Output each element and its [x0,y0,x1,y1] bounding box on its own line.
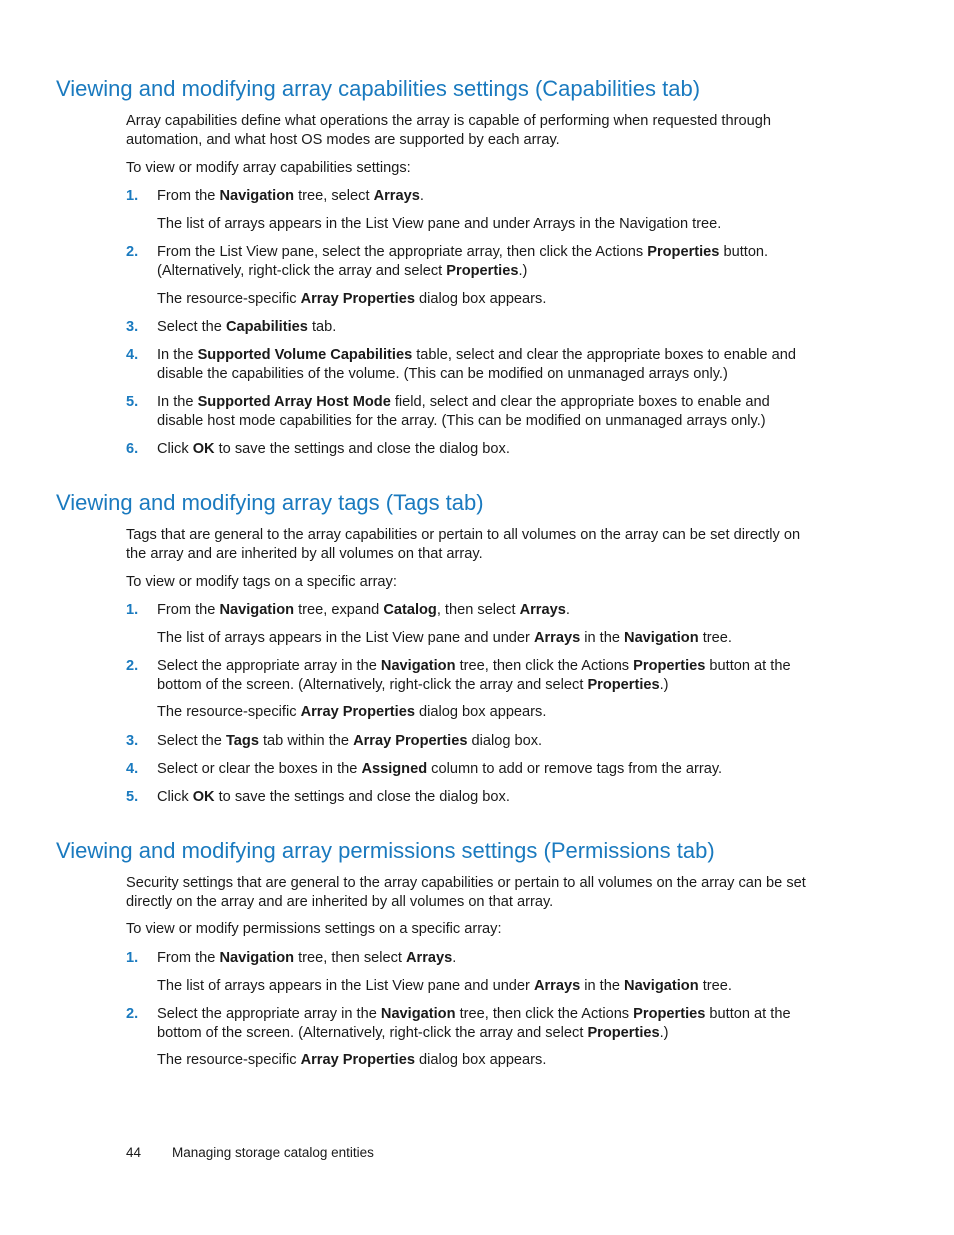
step-number: 1. [126,188,139,204]
ui-term: OK [192,441,215,457]
step-text-run: tab. [307,319,337,335]
ui-term: Array Properties [300,1052,415,1068]
step-text-run: The list of arrays appears in the List View pane and under [157,630,534,646]
step-text [157,187,817,206]
ui-term: Navigation [624,978,699,994]
step-text [157,760,817,779]
step-text [157,346,817,384]
step-text-run: The resource-specific [157,1052,301,1068]
step-text-run: table, select and clear the appropriate boxes to enable and disable the capabilities of the volume. (This can be modified on unmanaged arrays only.) [157,347,796,382]
step-text-run: .) [518,263,528,279]
permissions-intro: Security settings that are general to the array capabilities or pertain to all volumes on the array can be set directly on the array and are inherited by all volumes on that array. [126,875,806,910]
step-text-run: tree, then click the Actions [455,658,634,674]
step-number: 3. [126,319,139,335]
step-text-run: .) [659,1025,669,1041]
ui-term: Properties [647,244,720,260]
step-text-run: tree, expand [294,602,384,618]
step-text-run: The list of arrays appears in the List View pane and under [157,978,534,994]
step-text-run: dialog box appears. [414,704,547,720]
step-text [157,393,817,431]
step-text [157,1005,817,1043]
step-text-run: Select the appropriate array in the [157,658,381,674]
step-text-run: Select or clear the boxes in the [157,761,362,777]
step-text-run: The resource-specific [157,291,301,307]
step-text-run: dialog box appears. [414,1052,547,1068]
step-number: 2. [126,658,139,674]
tags-lead: To view or modify tags on a specific array: [126,574,397,590]
step-result-note [157,290,817,309]
capabilities-intro: Array capabilities define what operations the array is capable of performing when requested through automation, and what host OS modes are supported by each array. [126,113,771,148]
permissions-lead: To view or modify permissions settings on a specific array: [126,921,502,937]
step-text-run: in the [580,630,625,646]
step-text-run: In the [157,347,198,363]
capabilities-lead: To view or modify array capabilities settings: [126,160,411,176]
step-text [157,318,817,337]
step-text-run: tree, then click the Actions [455,1006,634,1022]
step-text-run: , then select [436,602,520,618]
step-text [157,788,817,807]
step-text [157,949,817,968]
ui-term: OK [192,789,215,805]
ui-term: Catalog [383,602,437,618]
step-text-run: button at the bottom of the screen. (Alternatively, right-click the array and select [157,1006,791,1041]
ui-term: Navigation [624,630,699,646]
step-text-run: dialog box appears. [414,291,547,307]
step-text [157,440,817,459]
step-text-run: From the [157,188,220,204]
ui-term: Arrays [533,978,581,994]
step-text-run: Click [157,789,193,805]
step-number: 2. [126,244,139,260]
ui-term: Capabilities [225,319,308,335]
step-text-run: From the List View pane, select the appropriate array, then click the Actions [157,244,648,260]
step-number: 5. [126,789,139,805]
ui-term: Navigation [380,1006,456,1022]
step-number: 4. [126,761,139,777]
step-number: 1. [126,950,139,966]
ui-term: Properties [446,263,519,279]
step-text-run: button at the bottom of the screen. (Alternatively, right-click the array and select [157,658,791,693]
ui-term: Array Properties [300,291,415,307]
ui-term: Array Properties [300,704,415,720]
ui-term: Properties [587,677,660,693]
step-result-note [157,977,817,996]
step-text [157,601,817,620]
step-text-run: tab within the [258,733,354,749]
step-result-note [157,703,817,722]
step-number: 4. [126,347,139,363]
ui-term: Arrays [519,602,566,618]
section-heading-tags: Viewing and modifying array tags (Tags tab) [56,490,484,515]
tags-intro: Tags that are general to the array capabilities or pertain to all volumes on the array can be set directly on the array and are inherited by all volumes on that array. [126,527,801,562]
step-text-run: to save the settings and close the dialog box. [214,441,510,457]
step-text-run: . [565,602,570,618]
step-text-run: button. (Alternatively, right-click the array and select [157,244,769,279]
step-text [157,243,817,281]
step-text [157,657,817,695]
step-number: 5. [126,394,139,410]
ui-term: Assigned [361,761,428,777]
step-text-run: to save the settings and close the dialog box. [214,789,510,805]
step-text-run: Select the appropriate array in the [157,1006,381,1022]
step-text-run: dialog box. [467,733,543,749]
ui-term: Arrays [533,630,581,646]
ui-term: Properties [633,658,706,674]
step-number: 1. [126,602,139,618]
step-number: 6. [126,441,139,457]
step-result-note [157,629,817,648]
step-text-run: Select the [157,733,226,749]
step-result-note: The list of arrays appears in the List View pane and under Arrays in the Navigation tree. [157,216,722,232]
step-text-run: tree. [698,978,732,994]
ui-term: Navigation [380,658,456,674]
ui-term: Navigation [219,950,295,966]
step-text-run: in the [580,978,625,994]
step-text-run: The resource-specific [157,704,301,720]
ui-term: Navigation [219,602,295,618]
ui-term: Arrays [406,950,453,966]
step-text-run: From the [157,602,220,618]
step-result-note [157,1051,817,1070]
ui-term: Supported Volume Capabilities [197,347,413,363]
ui-term: Arrays [373,188,420,204]
step-text-run: tree, then select [294,950,407,966]
ui-term: Navigation [219,188,295,204]
section-heading-capabilities: Viewing and modifying array capabilities settings (Capabilities tab) [56,76,701,101]
step-text-run: Click [157,441,193,457]
step-text-run: field, select and clear the appropriate boxes to enable and disable host mode capabilities for the array. (This can be modified on unmanaged arrays only.) [157,394,770,429]
ui-term: Tags [225,733,259,749]
ui-term: Supported Array Host Mode [197,394,391,410]
ui-term: Properties [587,1025,660,1041]
step-text-run: Select the [157,319,226,335]
ui-term: Array Properties [353,733,468,749]
ui-term: Properties [633,1006,706,1022]
step-number: 2. [126,1006,139,1022]
chapter-title: Managing storage catalog entities [172,1145,374,1160]
step-text-run: tree. [698,630,732,646]
step-text-run: . [419,188,424,204]
step-text-run: .) [659,677,669,693]
step-text-run: . [452,950,457,966]
step-number: 3. [126,733,139,749]
step-text-run: In the [157,394,198,410]
step-text-run: From the [157,950,220,966]
step-text [157,732,817,751]
section-heading-permissions: Viewing and modifying array permissions settings (Permissions tab) [56,838,715,863]
page-number: 44 [126,1145,142,1160]
step-text-run: tree, select [294,188,374,204]
step-text-run: column to add or remove tags from the array. [427,761,723,777]
